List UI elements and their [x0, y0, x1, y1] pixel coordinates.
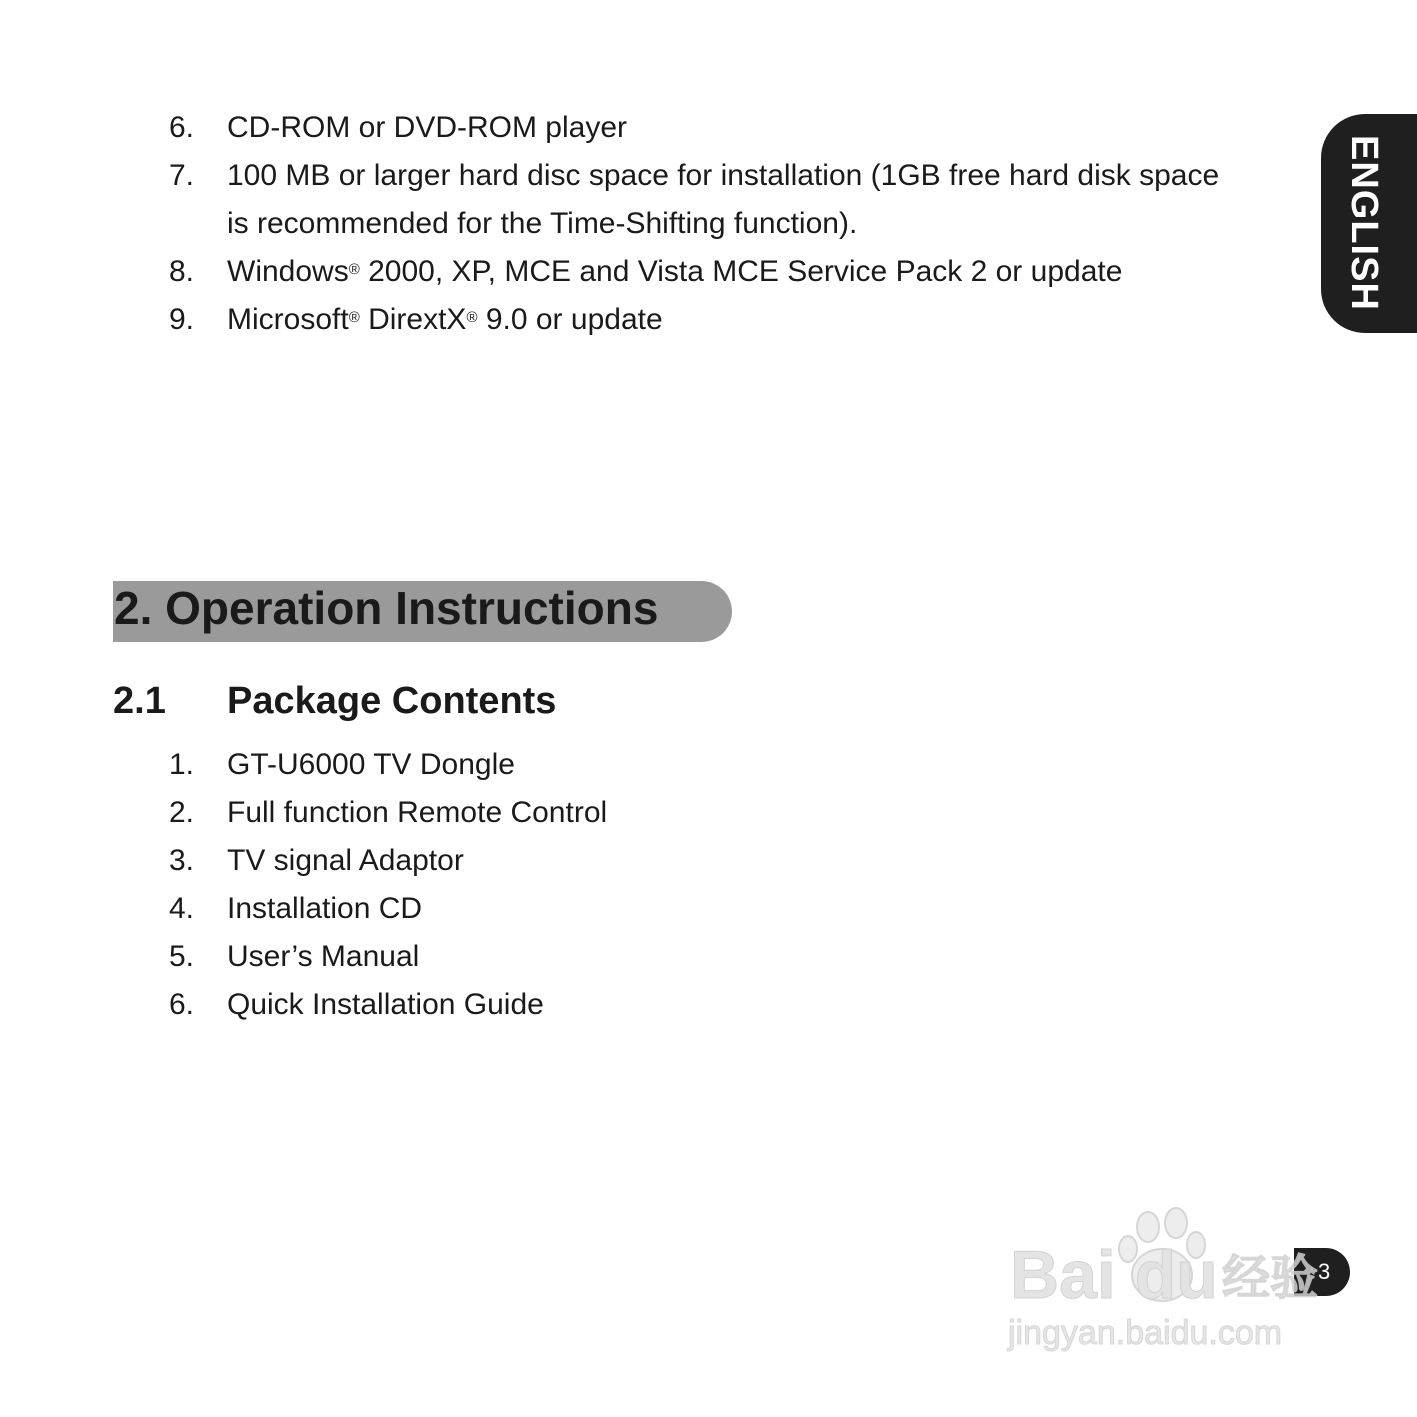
item-number: 6. — [169, 111, 195, 144]
item-number: 7. — [169, 159, 195, 192]
registered-mark: ® — [348, 309, 360, 326]
item-number: 9. — [169, 303, 195, 336]
windows-versions: 2000, XP, MCE and Vista MCE Service Pack 2 or update — [359, 255, 1123, 288]
item-text: is recommended for the Time-Shifting function). — [227, 207, 858, 240]
microsoft-label: Microsoft — [227, 303, 349, 336]
watermark-cn: 经验 — [1222, 1252, 1319, 1305]
directx-label: DirextX — [359, 303, 467, 336]
registered-mark: ® — [466, 309, 478, 326]
item-number: 2. — [169, 796, 195, 829]
baidu-watermark — [1000, 1205, 1340, 1365]
item-text: GT-U6000 TV Dongle — [227, 748, 515, 781]
item-text: User’s Manual — [227, 940, 420, 973]
item-text: Quick Installation Guide — [227, 988, 544, 1021]
item-number: 6. — [169, 988, 195, 1021]
item-text — [227, 254, 1122, 290]
registered-mark: ® — [348, 261, 360, 278]
item-number: 1. — [169, 748, 195, 781]
windows-label: Windows — [227, 255, 349, 288]
item-text: Full function Remote Control — [227, 796, 608, 829]
item-number: 8. — [169, 255, 195, 288]
directx-version: 9.0 or update — [477, 303, 663, 336]
item-text: 100 MB or larger hard disc space for installation (1GB free hard disk space — [227, 159, 1220, 192]
item-number: 5. — [169, 940, 195, 973]
item-text — [227, 302, 663, 338]
subsection-title: Package Contents — [227, 680, 557, 722]
item-text: TV signal Adaptor — [227, 844, 464, 877]
item-number: 3. — [169, 844, 195, 877]
language-tab-label: ENGLISH — [1343, 135, 1385, 311]
watermark-url: jingyan.baidu.com — [1008, 1314, 1283, 1352]
item-text: CD-ROM or DVD-ROM player — [227, 111, 628, 144]
subsection-number: 2.1 — [113, 680, 166, 722]
item-text: Installation CD — [227, 892, 423, 925]
section-title: 2. Operation Instructions — [114, 582, 659, 634]
page-number: 3 — [1318, 1259, 1331, 1284]
item-number: 4. — [169, 892, 195, 925]
watermark-brand: Bai du — [1010, 1237, 1218, 1313]
